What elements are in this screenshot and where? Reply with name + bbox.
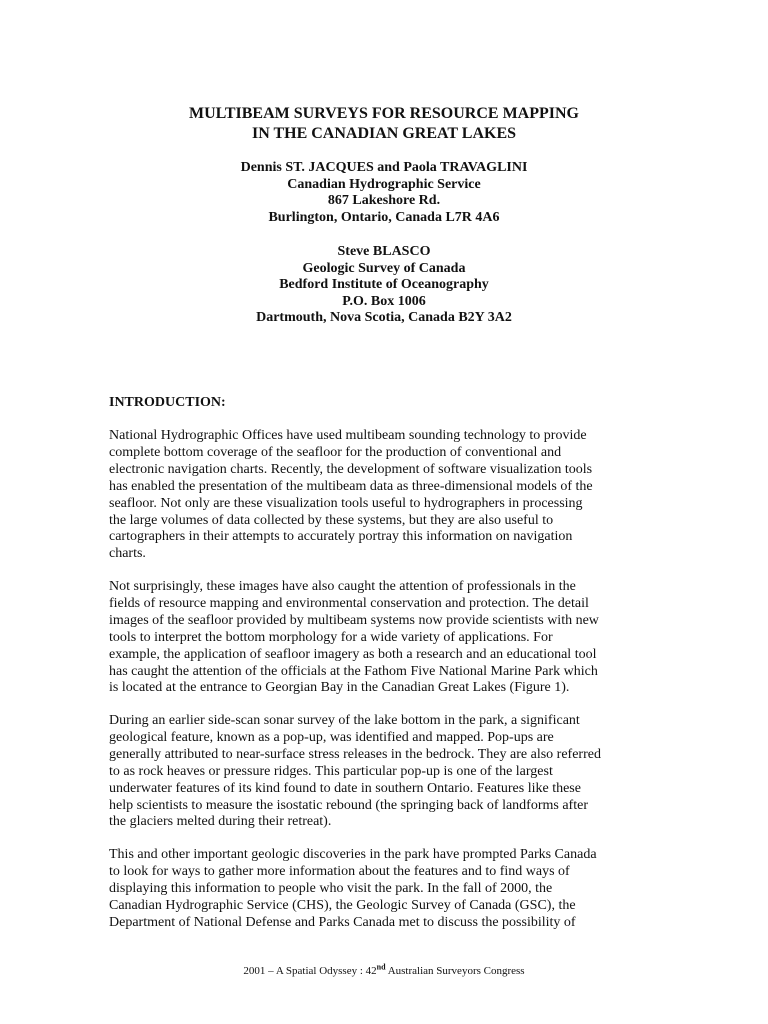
page-footer [0,964,768,978]
paragraph-line: seafloor. Not only are these visualization tools useful to hydrographers in processing [109,495,583,511]
paragraph-line: tools to interpret the bottom morphology for a wide variety of applications. For [109,629,553,645]
section-heading-introduction: INTRODUCTION: [109,395,226,410]
paragraph-line: the large volumes of data collected by these systems, but they are also useful to [109,512,554,528]
paper-title [0,104,768,144]
paragraph-line: is located at the entrance to Georgian Bay in the Canadian Great Lakes (Figure 1). [109,680,570,696]
paragraph-line: to as rock heaves or pressure ridges. This particular pop-up is one of the largest [109,763,553,779]
paragraph-line: generally attributed to near-surface stress releases in the bedrock. They are also referred [109,746,601,762]
paragraph-line: geological feature, known as a pop-up, was identified and mapped. Pop-ups are [109,729,554,745]
paragraph-line: fields of resource mapping and environmental conservation and protection. The detail [109,595,589,611]
city-address: Dartmouth, Nova Scotia, Canada B2Y 3A2 [256,310,512,326]
organization: Canadian Hydrographic Service [287,176,481,192]
author-affiliation-block-2 [0,244,768,327]
paragraph-line: electronic navigation charts. Recently, the development of software visualization tools [109,461,593,477]
footer-suffix: Australian Surveyors Congress [385,965,525,977]
author-affiliation-block-1 [0,160,768,226]
paragraph-line: Department of National Defense and Parks Canada met to discuss the possibility of [109,914,576,930]
city-address: Burlington, Ontario, Canada L7R 4A6 [268,209,500,225]
paragraph-line: help scientists to measure the isostatic rebound (the springing back of landforms after [109,797,588,813]
paragraph-line: has enabled the presentation of the multibeam data as three-dimensional models of the [109,478,593,494]
footer-superscript: nd [376,962,386,972]
paragraph-line: cartographers in their attempts to accurately portray this information on navigation [109,529,573,545]
paragraph-line: charts. [109,546,146,562]
paragraph-line: complete bottom coverage of the seafloor for the production of conventional and [109,444,562,460]
paragraph-line: This and other important geologic discoveries in the park have prompted Parks Canada [109,847,597,862]
paragraph-line: displaying this information to people who visit the park. In the fall of 2000, the [109,880,553,896]
po-box: P.O. Box 1006 [342,293,426,309]
organization: Geologic Survey of Canada [302,260,466,276]
paragraph-line: images of the seafloor provided by multibeam systems now provide scientists with new [109,612,599,628]
paragraph-3 [109,713,669,831]
paragraph-line: National Hydrographic Offices have used multibeam sounding technology to provide [109,428,587,443]
paragraph-4 [109,847,669,932]
paragraph-line: example, the application of seafloor imagery as both a research and an educational tool [109,646,597,662]
paragraph-2 [109,579,669,697]
street-address: 867 Lakeshore Rd. [327,193,441,209]
paragraph-line: Canadian Hydrographic Service (CHS), the Geologic Survey of Canada (GSC), the [109,897,576,913]
paragraph-line: the glaciers melted during their retreat). [109,814,332,830]
author-names: Dennis ST. JACQUES and Paola TRAVAGLINI [240,160,528,175]
paragraph-line: has caught the attention of the officials at the Fathom Five National Marine Park which [109,663,598,679]
title-line-2: IN THE CANADIAN GREAT LAKES [251,125,517,142]
paragraph-line: During an earlier side-scan sonar survey of the lake bottom in the park, a significant [109,713,580,728]
paragraph-line: to look for ways to gather more information about the features and to find ways of [109,863,570,879]
paragraph-line: Not surprisingly, these images have also caught the attention of professionals in the [109,579,576,594]
paragraph-line: underwater features of its kind found to date in southern Ontario. Features like these [109,780,581,796]
institute: Bedford Institute of Oceanography [279,277,489,293]
title-line-1: MULTIBEAM SURVEYS FOR RESOURCE MAPPING [189,105,579,122]
author-name: Steve BLASCO [337,244,431,259]
footer-prefix: 2001 – A Spatial Odyssey : 42 [243,965,377,977]
paragraph-1 [109,428,669,563]
